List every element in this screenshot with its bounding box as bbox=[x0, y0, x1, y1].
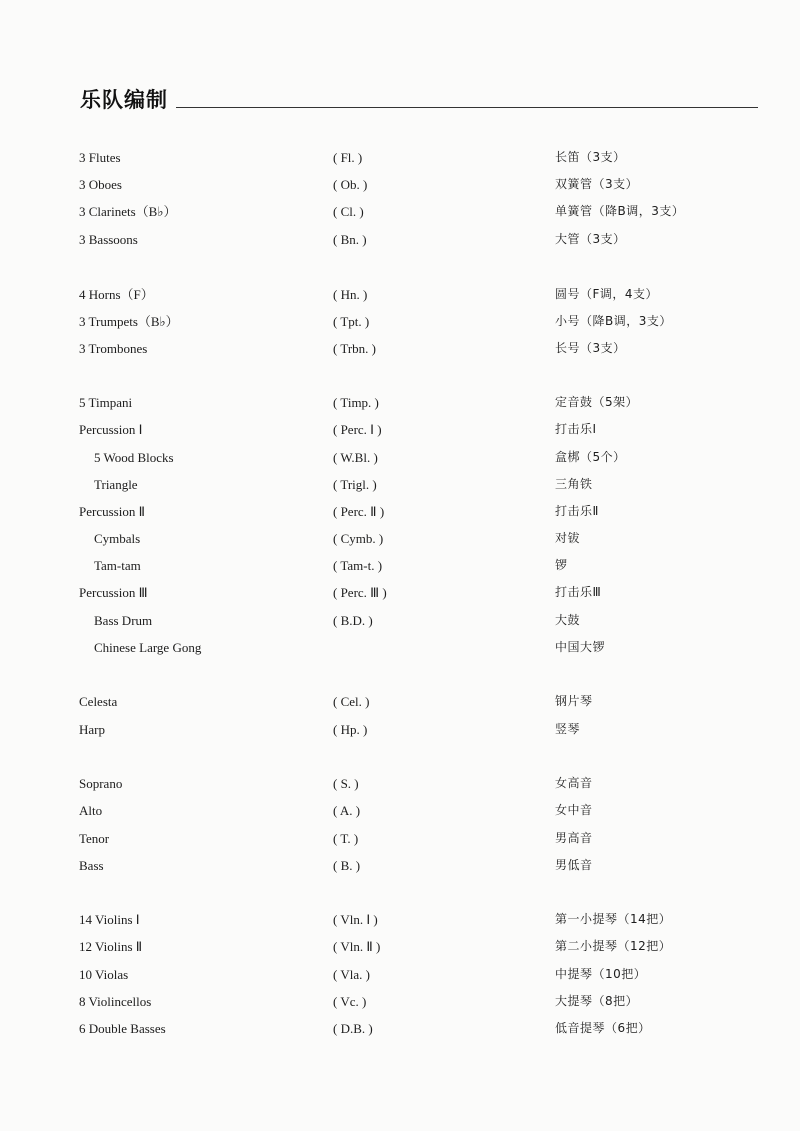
list-item bbox=[0, 634, 800, 661]
instrument-abbreviation: ( B.D. ) bbox=[333, 613, 373, 628]
instrument-chinese-name: 打击乐Ⅰ bbox=[555, 422, 597, 436]
list-item bbox=[0, 825, 800, 852]
instrument-chinese-name: 盒梆（5个） bbox=[555, 450, 626, 464]
instrument-chinese-name: 三角铁 bbox=[555, 477, 593, 491]
instrument-name: Alto bbox=[79, 803, 103, 818]
instrument-name: Celesta bbox=[79, 694, 118, 709]
list-item bbox=[0, 552, 800, 579]
instrument-abbreviation: ( Perc. Ⅲ ) bbox=[333, 585, 387, 600]
instrument-abbreviation: ( S. ) bbox=[333, 776, 359, 791]
list-item bbox=[0, 1015, 800, 1042]
instrument-abbreviation: ( Vln. Ⅰ ) bbox=[333, 912, 378, 927]
list-item bbox=[0, 716, 800, 743]
instrument-chinese-name: 中国大锣 bbox=[555, 640, 606, 654]
instrument-name: 3 Flutes bbox=[79, 150, 121, 165]
instrument-abbreviation: ( Hn. ) bbox=[333, 287, 368, 302]
instrument-chinese-name: 中提琴（10把） bbox=[555, 967, 647, 981]
list-item bbox=[0, 579, 800, 606]
instrument-name: 5 Wood Blocks bbox=[94, 450, 174, 465]
list-item bbox=[0, 444, 800, 471]
instrument-chinese-name: 长笛（3支） bbox=[555, 150, 626, 164]
list-item bbox=[0, 988, 800, 1015]
list-item bbox=[0, 198, 800, 225]
instrument-name: Triangle bbox=[94, 477, 138, 492]
instrument-chinese-name: 男高音 bbox=[555, 831, 593, 845]
instrument-chinese-name: 双簧管（3支） bbox=[555, 177, 639, 191]
instrument-chinese-name: 锣 bbox=[555, 558, 568, 572]
instrument-name: 14 Violins Ⅰ bbox=[79, 912, 140, 927]
instrument-name: Bass bbox=[79, 858, 104, 873]
list-item bbox=[0, 961, 800, 988]
instrument-chinese-name: 大提琴（8把） bbox=[555, 994, 639, 1008]
instrument-name: Bass Drum bbox=[94, 613, 153, 628]
instrument-abbreviation: ( Vla. ) bbox=[333, 967, 370, 982]
instrument-abbreviation: ( Cymb. ) bbox=[333, 531, 384, 546]
instrument-abbreviation: ( W.Bl. ) bbox=[333, 450, 378, 465]
instrument-name: Tenor bbox=[79, 831, 110, 846]
list-item bbox=[0, 335, 800, 362]
list-item bbox=[0, 525, 800, 552]
instrument-name: 3 Trombones bbox=[79, 341, 148, 356]
instrument-chinese-name: 定音鼓（5架） bbox=[555, 395, 639, 409]
list-item bbox=[0, 226, 800, 253]
instrument-chinese-name: 低音提琴（6把） bbox=[555, 1021, 651, 1035]
instrument-chinese-name: 女中音 bbox=[555, 803, 593, 817]
instrument-chinese-name: 男低音 bbox=[555, 858, 593, 872]
list-item bbox=[0, 852, 800, 879]
instrument-abbreviation: ( Tpt. ) bbox=[333, 314, 370, 329]
instrument-name: Tam-tam bbox=[94, 558, 141, 573]
instrument-name: Percussion Ⅲ bbox=[79, 585, 148, 600]
instrument-name: Harp bbox=[79, 722, 105, 737]
list-item bbox=[0, 389, 800, 416]
instrument-chinese-name: 小号（降B调，3支） bbox=[555, 314, 672, 328]
instrument-name: 8 Violincellos bbox=[79, 994, 152, 1009]
instrument-chinese-name: 第一小提琴（14把） bbox=[555, 912, 672, 926]
instrument-chinese-name: 钢片琴 bbox=[555, 694, 593, 708]
list-item bbox=[0, 797, 800, 824]
list-item bbox=[0, 933, 800, 960]
instrument-name: 12 Violins Ⅱ bbox=[79, 939, 143, 954]
instrument-name: 6 Double Basses bbox=[79, 1021, 166, 1036]
list-item bbox=[0, 144, 800, 171]
instrument-chinese-name: 大管（3支） bbox=[555, 232, 626, 246]
instrument-name: 10 Violas bbox=[79, 967, 129, 982]
instrument-abbreviation: ( Trigl. ) bbox=[333, 477, 377, 492]
instrument-name: Percussion Ⅱ bbox=[79, 504, 145, 519]
instrument-name: 3 Trumpets（B♭） bbox=[79, 314, 179, 329]
instrument-chinese-name: 圆号（F调，4支） bbox=[555, 287, 659, 301]
instrument-chinese-name: 长号（3支） bbox=[555, 341, 626, 355]
instrument-chinese-name: 大鼓 bbox=[555, 613, 581, 627]
instrument-abbreviation: ( Bn. ) bbox=[333, 232, 367, 247]
instrument-chinese-name: 对钹 bbox=[555, 531, 581, 545]
instrument-abbreviation: ( Cel. ) bbox=[333, 694, 370, 709]
instrument-name: 5 Timpani bbox=[79, 395, 133, 410]
instrument-name: Cymbals bbox=[94, 531, 141, 546]
instrument-abbreviation: ( Perc. Ⅰ ) bbox=[333, 422, 382, 437]
list-item bbox=[0, 416, 800, 443]
instrument-abbreviation: ( Hp. ) bbox=[333, 722, 368, 737]
instrument-abbreviation: ( A. ) bbox=[333, 803, 361, 818]
instrument-name: 3 Oboes bbox=[79, 177, 122, 192]
instrument-abbreviation: ( Vln. Ⅱ ) bbox=[333, 939, 381, 954]
list-item bbox=[0, 281, 800, 308]
instrument-chinese-name: 打击乐Ⅲ bbox=[555, 585, 602, 599]
page-title: 乐队编制 bbox=[80, 88, 168, 112]
instrument-abbreviation: ( Fl. ) bbox=[333, 150, 363, 165]
instrument-name: Chinese Large Gong bbox=[94, 640, 202, 655]
instrument-name: 3 Clarinets（B♭） bbox=[79, 204, 177, 219]
instrument-abbreviation: ( Tam-t. ) bbox=[333, 558, 383, 573]
instrument-name: Soprano bbox=[79, 776, 123, 791]
instrument-chinese-name: 单簧管（降B调，3支） bbox=[555, 204, 685, 218]
instrument-name: Percussion Ⅰ bbox=[79, 422, 143, 437]
list-item bbox=[0, 498, 800, 525]
instrument-chinese-name: 第二小提琴（12把） bbox=[555, 939, 672, 953]
instrument-abbreviation: ( Timp. ) bbox=[333, 395, 379, 410]
instrument-abbreviation: ( Vc. ) bbox=[333, 994, 367, 1009]
list-item bbox=[0, 308, 800, 335]
list-item bbox=[0, 770, 800, 797]
list-item bbox=[0, 607, 800, 634]
instrument-abbreviation: ( Ob. ) bbox=[333, 177, 368, 192]
list-item bbox=[0, 471, 800, 498]
instrument-chinese-name: 女高音 bbox=[555, 776, 593, 790]
list-item bbox=[0, 906, 800, 933]
instrument-name: 4 Horns（F） bbox=[79, 287, 154, 302]
instrument-abbreviation: ( D.B. ) bbox=[333, 1021, 373, 1036]
instrument-name: 3 Bassoons bbox=[79, 232, 138, 247]
list-item bbox=[0, 688, 800, 715]
list-item bbox=[0, 171, 800, 198]
instrument-abbreviation: ( Trbn. ) bbox=[333, 341, 376, 356]
instrument-abbreviation: ( Perc. Ⅱ ) bbox=[333, 504, 385, 519]
instrument-chinese-name: 打击乐Ⅱ bbox=[555, 504, 599, 518]
instrument-abbreviation: ( Cl. ) bbox=[333, 204, 364, 219]
instrument-chinese-name: 竖琴 bbox=[555, 722, 581, 736]
instrument-abbreviation: ( B. ) bbox=[333, 858, 361, 873]
instrument-abbreviation: ( T. ) bbox=[333, 831, 359, 846]
